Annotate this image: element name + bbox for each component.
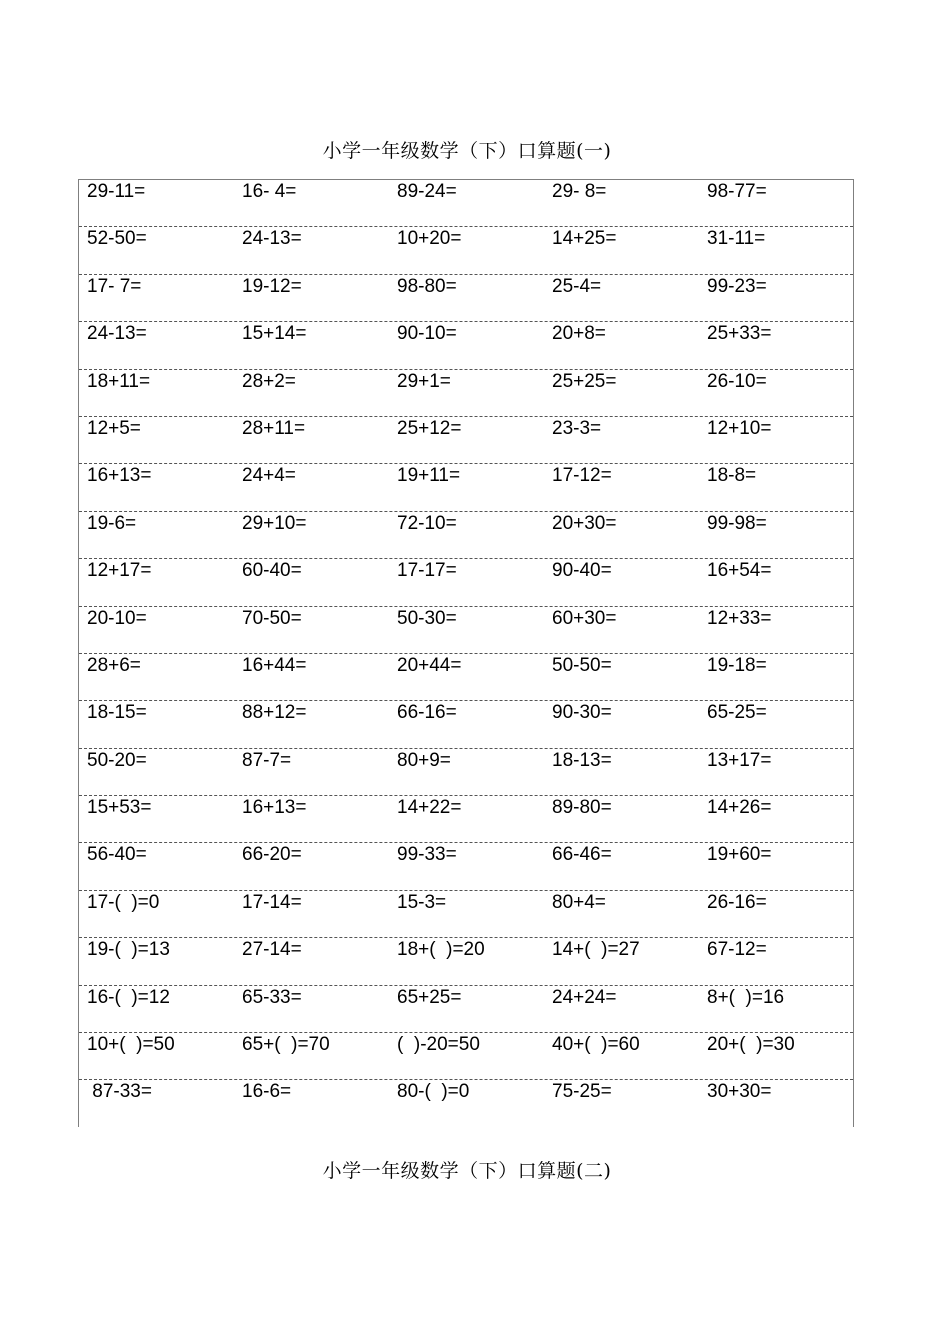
math-problem: 16-( )=12 bbox=[87, 986, 170, 1008]
problem-row bbox=[79, 749, 853, 796]
math-problem: 17-17= bbox=[397, 560, 457, 582]
math-problem: 14+25= bbox=[552, 228, 617, 250]
math-problem: 17- 7= bbox=[87, 275, 142, 297]
math-problem: 25+33= bbox=[707, 323, 772, 345]
math-problem: 12+17= bbox=[87, 560, 152, 582]
math-problem: 8+( )=16 bbox=[707, 986, 785, 1008]
problem-row bbox=[79, 607, 853, 654]
math-problem: 18-8= bbox=[707, 465, 757, 487]
math-problem: 14+26= bbox=[707, 797, 772, 819]
math-problem: 72-10= bbox=[397, 512, 457, 534]
math-problem: 19-6= bbox=[87, 512, 137, 534]
problem-row bbox=[79, 464, 853, 511]
math-problem: 16-6= bbox=[242, 1081, 292, 1103]
math-problem: 19+11= bbox=[397, 465, 461, 487]
math-problem: 65-33= bbox=[242, 986, 302, 1008]
math-problem: 29+1= bbox=[397, 370, 451, 392]
math-problem: 12+10= bbox=[707, 417, 772, 439]
math-problem: 90-10= bbox=[397, 323, 457, 345]
problem-row bbox=[79, 275, 853, 322]
problem-row bbox=[79, 417, 853, 464]
problem-row bbox=[79, 1033, 853, 1080]
math-problem: 26-16= bbox=[707, 891, 767, 913]
math-problem: 28+11= bbox=[242, 417, 306, 439]
math-problem: 20+44= bbox=[397, 654, 462, 676]
math-problem: 29+10= bbox=[242, 512, 307, 534]
math-problem: ( )-20=50 bbox=[397, 1034, 480, 1056]
math-problem: 31-11= bbox=[707, 228, 766, 250]
math-problem: 66-16= bbox=[397, 702, 457, 724]
math-problem: 70-50= bbox=[242, 607, 302, 629]
math-problem: 20+8= bbox=[552, 323, 606, 345]
math-problem: 19-18= bbox=[707, 654, 767, 676]
problem-row bbox=[79, 701, 853, 748]
math-problem: 16+13= bbox=[242, 797, 307, 819]
problem-row bbox=[79, 322, 853, 369]
math-problem: 18+( )=20 bbox=[397, 939, 485, 961]
math-problem: 20+30= bbox=[552, 512, 617, 534]
math-problem: 98-80= bbox=[397, 275, 457, 297]
math-problem: 19+60= bbox=[707, 844, 772, 866]
math-problem: 18+11= bbox=[87, 370, 151, 392]
problem-row bbox=[79, 986, 853, 1033]
problem-row bbox=[79, 938, 853, 985]
math-problem: 56-40= bbox=[87, 844, 147, 866]
problem-row bbox=[79, 227, 853, 274]
math-problem: 12+5= bbox=[87, 417, 141, 439]
problem-row bbox=[79, 1080, 853, 1127]
math-problem: 14+( )=27 bbox=[552, 939, 640, 961]
math-problem: 15+53= bbox=[87, 797, 152, 819]
math-problem: 89-80= bbox=[552, 797, 612, 819]
math-problem: 25+12= bbox=[397, 417, 462, 439]
math-problem: 67-12= bbox=[707, 939, 767, 961]
math-problem: 28+6= bbox=[87, 654, 141, 676]
math-problem: 13+17= bbox=[707, 749, 772, 771]
math-problem: 40+( )=60 bbox=[552, 1034, 640, 1056]
math-problem: 16+44= bbox=[242, 654, 307, 676]
math-problem: 15+14= bbox=[242, 323, 307, 345]
math-problem: 19-12= bbox=[242, 275, 302, 297]
math-problem: 50-30= bbox=[397, 607, 457, 629]
math-problem: 25-4= bbox=[552, 275, 602, 297]
math-problem: 17-12= bbox=[552, 465, 612, 487]
math-problem: 25+25= bbox=[552, 370, 617, 392]
worksheet-title-1: 小学一年级数学（下）口算题(一) bbox=[322, 140, 612, 162]
math-problem: 99-98= bbox=[707, 512, 767, 534]
math-problem: 15-3= bbox=[397, 891, 447, 913]
math-problem: 80+9= bbox=[397, 749, 451, 771]
problem-row bbox=[79, 796, 853, 843]
math-problem: 99-23= bbox=[707, 275, 767, 297]
math-problem: 18-15= bbox=[87, 702, 147, 724]
math-problem: 24-13= bbox=[242, 228, 302, 250]
math-problem: 17-( )=0 bbox=[87, 891, 160, 913]
math-problem: 24-13= bbox=[87, 323, 147, 345]
math-problem: 16- 4= bbox=[242, 181, 297, 202]
math-problem: 60+30= bbox=[552, 607, 617, 629]
math-problem: 16+13= bbox=[87, 465, 152, 487]
math-problem: 29-11= bbox=[87, 181, 146, 202]
math-problem: 24+24= bbox=[552, 986, 617, 1008]
math-problem: 14+22= bbox=[397, 797, 462, 819]
math-problem: 23-3= bbox=[552, 417, 602, 439]
math-problem: 10+20= bbox=[397, 228, 462, 250]
problem-grid bbox=[78, 179, 854, 1127]
math-problem: 18-13= bbox=[552, 749, 612, 771]
math-problem: 12+33= bbox=[707, 607, 772, 629]
math-problem: 17-14= bbox=[242, 891, 302, 913]
math-problem: 10+( )=50 bbox=[87, 1034, 175, 1056]
problem-row bbox=[79, 654, 853, 701]
math-problem: 66-46= bbox=[552, 844, 612, 866]
math-problem: 16+54= bbox=[707, 560, 772, 582]
problem-row bbox=[79, 891, 853, 938]
problem-row bbox=[79, 370, 853, 417]
math-problem: 88+12= bbox=[242, 702, 307, 724]
math-problem: 66-20= bbox=[242, 844, 302, 866]
math-problem: 98-77= bbox=[707, 181, 767, 202]
math-problem: 26-10= bbox=[707, 370, 767, 392]
math-problem: 50-20= bbox=[87, 749, 147, 771]
math-problem: 90-40= bbox=[552, 560, 612, 582]
problem-row bbox=[79, 180, 853, 227]
math-problem: 90-30= bbox=[552, 702, 612, 724]
worksheet-title-2: 小学一年级数学（下）口算题(二) bbox=[322, 1160, 612, 1182]
math-problem: 87-7= bbox=[242, 749, 292, 771]
math-problem: 19-( )=13 bbox=[87, 939, 170, 961]
problem-row bbox=[79, 512, 853, 559]
math-problem: 27-14= bbox=[242, 939, 302, 961]
problem-row bbox=[79, 559, 853, 606]
math-problem: 65+( )=70 bbox=[242, 1034, 330, 1056]
math-problem: 89-24= bbox=[397, 181, 457, 202]
math-problem: 65-25= bbox=[707, 702, 767, 724]
math-problem: 29- 8= bbox=[552, 181, 607, 202]
math-problem: 99-33= bbox=[397, 844, 457, 866]
math-problem: 60-40= bbox=[242, 560, 302, 582]
math-problem: 20-10= bbox=[87, 607, 147, 629]
math-problem: 52-50= bbox=[87, 228, 147, 250]
math-problem: 87-33= bbox=[87, 1081, 152, 1103]
math-problem: 50-50= bbox=[552, 654, 612, 676]
problem-row bbox=[79, 843, 853, 890]
math-problem: 24+4= bbox=[242, 465, 296, 487]
math-problem: 28+2= bbox=[242, 370, 296, 392]
math-problem: 20+( )=30 bbox=[707, 1034, 795, 1056]
math-problem: 80+4= bbox=[552, 891, 606, 913]
math-problem: 30+30= bbox=[707, 1081, 772, 1103]
math-problem: 65+25= bbox=[397, 986, 462, 1008]
math-problem: 80-( )=0 bbox=[397, 1081, 470, 1103]
math-problem: 75-25= bbox=[552, 1081, 612, 1103]
